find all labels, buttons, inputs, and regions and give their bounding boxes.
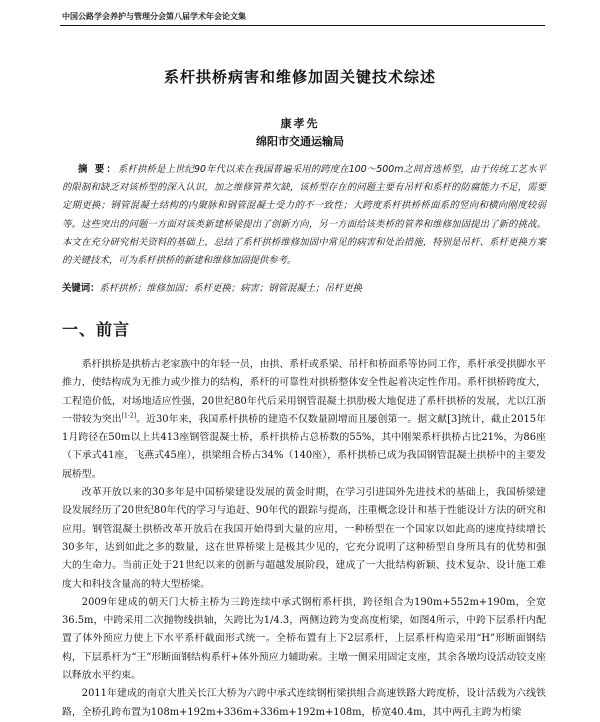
keywords-text: 系杆拱桥；维修加固；系杆更换；病害；钢管混凝土；吊杆更换	[99, 283, 363, 294]
abstract-text: 系杆拱桥是上世纪90年代以来在我国普遍采用的跨度在100～500m之间首选桥型，由于传统工艺水平的限制和缺乏对该桥型的深入认识，加之维修管养欠缺，该桥型存在的问题主要有吊杆和系杆的防腐能力不足，需要定期更换；钢管混凝土结构的内聚脉和钢管混凝土受力的不一致性；大跨度系杆拱桥桥面系的竖向和横向刚度较弱等。这些突出的问题一方面对该类新建桥梁提出了创新方向，另一方面给该类桥的管养和维修加固提出了新的挑战。本文在充分研究相关资料的基础上，总结了系杆拱桥维修加固中常见的病害和处治措施，特别是吊杆、系杆更换方案的关键技术，可为系杆拱桥的新建和维修加固提供参考。	[62, 164, 546, 267]
keywords-label: 关键词：	[62, 283, 100, 294]
paragraph-4: 2011年建成的南京大胜关长江大桥为六跨中承式连续钢桁梁拱组合高速铁路大跨度桥，设计活载为六线铁路，全桥孔跨布置为108m+192m+336m+336m+192m+108m，桥宽40.4m，其中两孔主跨为桁梁	[62, 688, 546, 718]
body-text	[62, 356, 546, 722]
abstract-label: 摘 要：	[78, 164, 118, 175]
keywords	[62, 280, 546, 294]
author-name: 康孝先	[280, 117, 320, 130]
header-rule	[60, 25, 545, 26]
section-heading: 一、前言	[62, 320, 131, 339]
abstract	[62, 161, 546, 270]
paragraph-1: 系杆拱桥是拱桥古老家族中的年轻一员，由拱、系杆或系梁、吊杆和桥面系等协同工作，系杆承受拱脚水平推力，使结构成为无推力或少推力的结构，系杆的可靠性对拱桥整体安全性起着决定性作用。系杆拱桥跨度大，工程造价低，对场地适应性强，20世纪80年代后采用钢管混凝土拱肋极大地促进了系杆拱桥的发展，尤以江浙一带较为突出[1-2]。近30年来，我国系杆拱桥的建造不仅数量剧增而且屡创第一。据文献[3]统计，截止2015年1月跨径在50m以上共413座钢管混凝土桥，系杆拱桥占总桥数的55%，其中刚架系杆拱桥占比21%，为86座（下承式41座，飞燕式45座），拱梁组合桥占34%（140座），系杆拱桥已成为我国钢管混凝土拱桥中的主要发展桥型。	[62, 359, 546, 480]
paper-title: 系杆拱桥病害和维修加固关键技术综述	[163, 68, 436, 86]
paragraph-3: 2009年建成的朝天门大桥主桥为三跨连续中承式钢桁系杆拱，跨径组合为190m+552m+190m，全宽36.5m，中跨采用二次抛物线拱轴，矢跨比为1/4.3，两侧边跨为变高度桁梁，如图4所示，中跨下层系杆内配置了体外预应力使上下水平系杆截面形式统一。全桥布置有上下2层系杆，上层系杆构造采用“H”形断面钢结构，下层系杆为“王”形断面钢结构系杆+体外预应力辅助索。主墩一侧采用固定支座，其余各墩均设活动铰支座以释放水平约束。	[62, 596, 546, 682]
citation: [1-2]	[121, 412, 137, 420]
paragraph-2: 改革开放以来的30多年是中国桥梁建设发展的黄金时期，在学习引进国外先进技术的基础上，我国桥梁建设发展经历了20世纪80年代的学习与追赶、90年代的跟踪与提高，注重概念设计和基于性能设计方法的研究和应用。钢管混凝土拱桥改革开放后在我国开始得到大量的应用，一种桥型在一个国家以如此高的速度持续增长30多年，达到如此之多的数量，这在世界桥梁上是极其少见的，它充分说明了这种桥型自身所具有的优势和强大的生命力。当前正处于21世纪以来的创新与超越发展阶段，建成了一大批结构新颖、技术复杂、设计施工难度大和科技含量高的特大型桥梁。	[62, 487, 546, 590]
author-affiliation: 绵阳市交通运输局	[256, 135, 344, 148]
running-header: 中国公路学会养护与管理分会第八届学术年会论文集	[62, 12, 246, 21]
